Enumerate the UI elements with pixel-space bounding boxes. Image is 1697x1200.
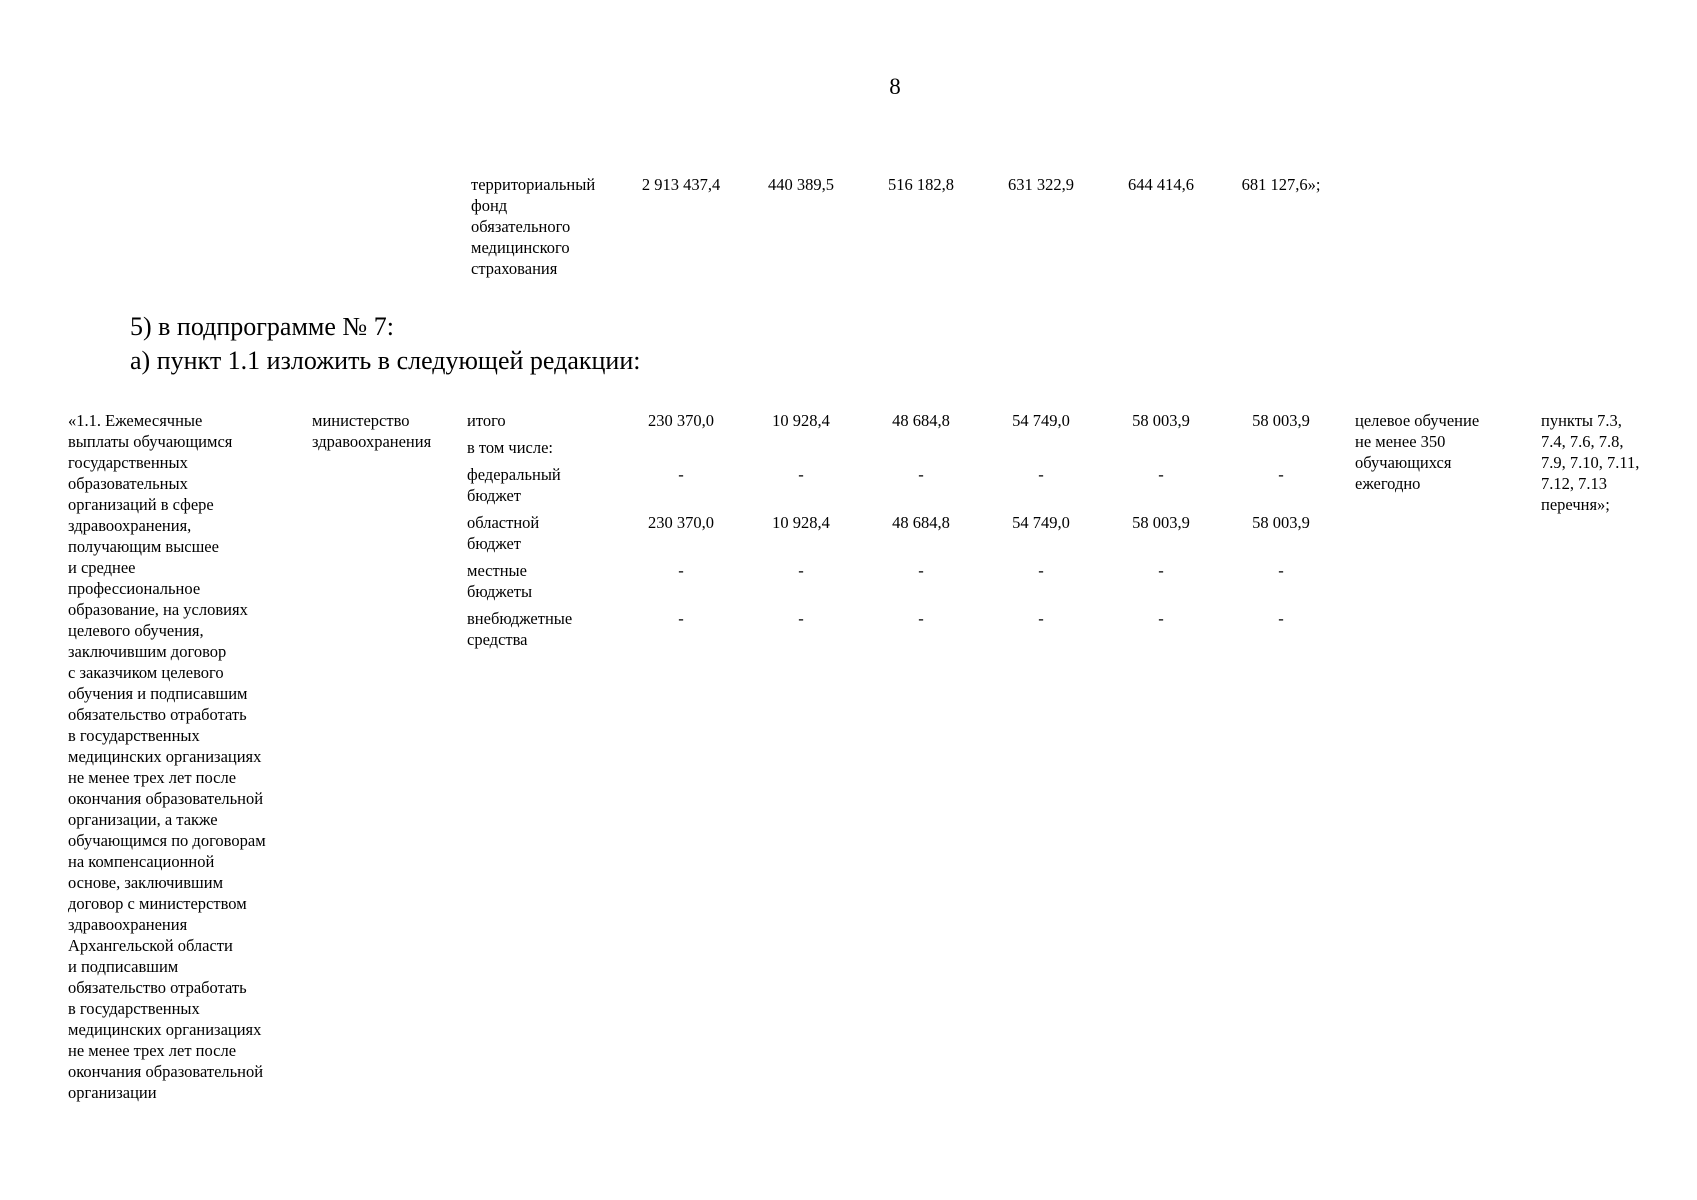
row-value: - — [678, 609, 684, 628]
section-subheading: а) пункт 1.1 изложить в следующей редакции: — [130, 346, 641, 375]
indicator-links: пункты 7.3, 7.4, 7.6, 7.8, 7.9, 7.10, 7.11, 7.12, 7.13 перечня»; — [1541, 411, 1640, 514]
row-value: 230 370,0 — [648, 513, 714, 532]
row-label: местные бюджеты — [467, 561, 533, 601]
row-label: федеральный бюджет — [467, 465, 561, 505]
measure-description: «1.1. Ежемесячные выплаты обучающимся государственных образовательных организаций в сфере здравоохранения, получающим высшее и среднее профессиональное образование, на условиях целевого обучения, заключившим договор с заказчиком целевого обучения и подписавшим обязательство отработать в государственных медицинских организациях не менее трех лет после окончания образовательной организации, а также обучающимся по договорам на компенсационной основе, заключившим договор с министерством здравоохранения Архангельской области и подписавшим обязательство отработать в государственных медицинских организациях не менее трех лет после окончания образовательной организации — [68, 411, 266, 1102]
row-value: - — [1038, 561, 1044, 580]
row-value: - — [1278, 465, 1284, 484]
row-value: - — [798, 609, 804, 628]
row-value: - — [1278, 561, 1284, 580]
top-table-value: 644 414,6 — [1128, 175, 1194, 194]
top-table-value: 631 322,9 — [1008, 175, 1074, 194]
row-label: внебюджетные средства — [467, 609, 573, 649]
row-label: областной бюджет — [467, 513, 540, 553]
top-table-value: 681 127,6»; — [1241, 175, 1321, 194]
row-value: 48 684,8 — [892, 411, 950, 430]
row-value: - — [798, 561, 804, 580]
row-value: - — [918, 465, 924, 484]
top-table-value: 516 182,8 — [888, 175, 954, 194]
row-value: - — [1158, 465, 1164, 484]
top-table-value: 2 913 437,4 — [641, 175, 721, 194]
row-value: - — [1278, 609, 1284, 628]
row-value: - — [918, 561, 924, 580]
row-value: 58 003,9 — [1252, 513, 1310, 532]
row-label: в том числе: — [467, 438, 554, 457]
row-value: 58 003,9 — [1132, 513, 1190, 532]
row-value: 48 684,8 — [892, 513, 950, 532]
executor: министерство здравоохранения — [312, 411, 432, 451]
row-value: - — [1158, 609, 1164, 628]
row-value: - — [1038, 465, 1044, 484]
top-table-source: территориальный фонд обязательного медицинского страхования — [471, 175, 596, 278]
row-value: 58 003,9 — [1252, 411, 1310, 430]
row-value: 58 003,9 — [1132, 411, 1190, 430]
row-label: итого — [467, 411, 506, 430]
row-value: 54 749,0 — [1012, 411, 1070, 430]
page-number: 8 — [889, 74, 901, 99]
section-heading: 5) в подпрограмме № 7: — [130, 312, 394, 341]
row-value: - — [678, 465, 684, 484]
row-value: - — [918, 609, 924, 628]
row-value: - — [678, 561, 684, 580]
row-value: - — [798, 465, 804, 484]
row-value: - — [1158, 561, 1164, 580]
row-value: 10 928,4 — [772, 411, 830, 430]
row-value: 10 928,4 — [772, 513, 830, 532]
row-value: - — [1038, 609, 1044, 628]
expected-result: целевое обучение не менее 350 обучающихся ежегодно — [1355, 411, 1480, 493]
row-value: 54 749,0 — [1012, 513, 1070, 532]
top-table-value: 440 389,5 — [768, 175, 834, 194]
row-value: 230 370,0 — [648, 411, 714, 430]
